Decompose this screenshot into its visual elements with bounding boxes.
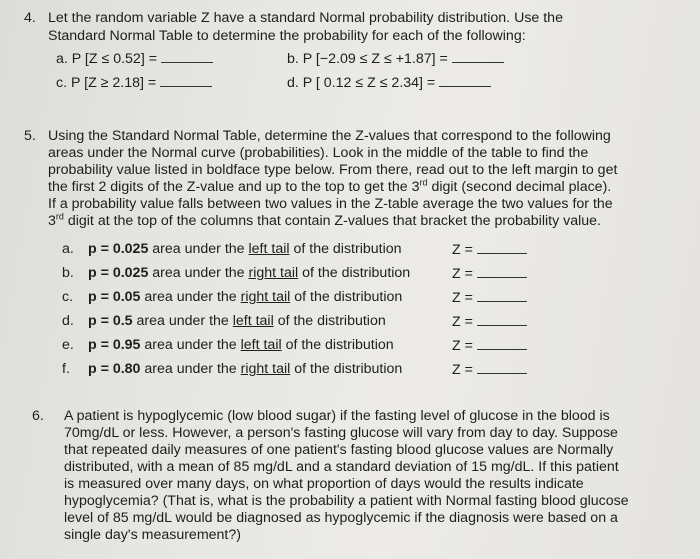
text-fragment: 3: [48, 213, 56, 229]
question-text-line: If a probability value falls between two values in the Z-table average the two values for the: [48, 196, 613, 212]
z-label: Z =: [452, 338, 473, 354]
question-text-line: Standard Normal Table to determine the probability for each of the following:: [48, 28, 526, 44]
answer-blank[interactable]: [477, 337, 527, 350]
tail-label: right tail: [240, 361, 291, 377]
answer-blank[interactable]: [477, 265, 527, 278]
item-label: f.: [62, 361, 70, 377]
item-label: d.: [62, 313, 74, 329]
question-text-line: areas under the Normal curve (probabilities). Look in the middle of the table to find the: [48, 145, 589, 161]
answer-blank[interactable]: [439, 74, 491, 87]
question-number: 6.: [32, 408, 44, 424]
item-text: [88, 337, 394, 354]
item-text: [88, 361, 402, 378]
answer-blank[interactable]: [477, 241, 527, 254]
question-text-line: A patient is hypoglycemic (low blood sugar) if the fasting level of glucose in the blood is: [64, 408, 610, 424]
z-answer: [452, 265, 527, 283]
answer-blank[interactable]: [477, 289, 527, 302]
text-fragment: digit at the top of the columns that contain Z-values that bracket the probability value.: [63, 213, 601, 229]
item-label: b.: [62, 265, 74, 281]
z-label: Z =: [452, 362, 473, 378]
text-fragment: of the distribution: [290, 289, 403, 305]
z-label: Z =: [452, 314, 473, 330]
text-fragment: of the distribution: [281, 337, 394, 353]
tail-label: left tail: [248, 241, 290, 257]
question-text-line: single day's measurement?): [64, 527, 241, 543]
z-label: Z =: [452, 290, 473, 306]
tail-label: right tail: [240, 289, 291, 305]
item-text: [88, 241, 402, 258]
z-answer: [452, 289, 527, 307]
part-b-text: b. P [−2.09 ≤ Z ≤ +1.87] =: [287, 51, 448, 67]
probability-value: p = 0.025: [88, 241, 149, 257]
probability-value: p = 0.05: [88, 289, 141, 305]
tail-label: right tail: [248, 265, 299, 281]
text-fragment: area under the: [148, 265, 249, 281]
text-fragment: of the distribution: [289, 241, 402, 257]
part-d-text: d. P [ 0.12 ≤ Z ≤ 2.34] =: [287, 75, 436, 91]
tail-label: left tail: [240, 337, 282, 353]
question-text-line: 70mg/dL or less. However, a person's fasting glucose will vary from day to day. Suppose: [64, 425, 618, 441]
text-fragment: area under the: [140, 337, 241, 353]
superscript: rd: [419, 177, 428, 188]
text-fragment: of the distribution: [298, 265, 411, 281]
item-label: a.: [62, 241, 74, 257]
probability-value: p = 0.5: [88, 313, 133, 329]
item-text: [88, 265, 410, 282]
part-a: [56, 50, 213, 68]
question-text-line: Let the random variable Z have a standard Normal probability distribution. Use the: [48, 10, 563, 26]
answer-blank[interactable]: [161, 50, 213, 63]
text-fragment: area under the: [140, 361, 241, 377]
z-label: Z =: [452, 266, 473, 282]
question-text-line: Using the Standard Normal Table, determine the Z-values that correspond to the following: [48, 128, 611, 144]
question-text-line: distributed, with a mean of 85 mg/dL and a standard deviation of 15 mg/dL. If this patient: [64, 459, 619, 475]
text-fragment: area under the: [132, 313, 233, 329]
part-a-text: a. P [Z ≤ 0.52] =: [56, 51, 157, 67]
item-text: [88, 289, 402, 306]
z-answer: [452, 313, 527, 331]
item-text: [88, 313, 386, 330]
part-c: [56, 74, 212, 92]
text-fragment: of the distribution: [290, 361, 403, 377]
question-text-line: hypoglycemia? (That is, what is the probability a patient with Normal fasting blood glucose: [64, 493, 629, 509]
tail-label: left tail: [232, 313, 274, 329]
probability-value: p = 0.025: [88, 265, 149, 281]
z-label: Z =: [452, 242, 473, 258]
question-text-line: [48, 179, 611, 196]
question-number: 5.: [24, 128, 36, 144]
text-fragment: area under the: [148, 241, 249, 257]
answer-blank[interactable]: [477, 313, 527, 326]
superscript: rd: [55, 211, 64, 222]
question-number: 4.: [24, 10, 36, 26]
question-text-line: is measured over many days, on what proportion of days would the results indicate: [64, 476, 584, 492]
question-text-line: level of 85 mg/dL would be diagnosed as hypoglycemic if the diagnosis were based on a: [64, 510, 618, 526]
text-fragment: of the distribution: [273, 313, 386, 329]
answer-blank[interactable]: [477, 361, 527, 374]
z-answer: [452, 337, 527, 355]
probability-value: p = 0.95: [88, 337, 141, 353]
part-c-text: c. P [Z ≥ 2.18] =: [56, 75, 157, 91]
z-answer: [452, 361, 527, 379]
part-d: [287, 74, 491, 92]
item-label: c.: [62, 289, 74, 305]
text-fragment: area under the: [140, 289, 241, 305]
probability-value: p = 0.80: [88, 361, 141, 377]
answer-blank[interactable]: [160, 74, 212, 87]
z-answer: [452, 241, 527, 259]
text-fragment: digit (second decimal place).: [427, 179, 612, 195]
item-label: e.: [62, 337, 74, 353]
question-text-line: that repeated daily measures of one patient's fasting blood glucose values are Normally: [64, 442, 614, 458]
question-text-line: [48, 213, 601, 230]
text-fragment: the first 2 digits of the Z-value and up to the top to get the 3: [48, 179, 420, 195]
answer-blank[interactable]: [452, 50, 504, 63]
question-text-line: probability value listed in boldface type below. From there, read out to the left margin to get: [48, 162, 618, 178]
part-b: [287, 50, 504, 68]
